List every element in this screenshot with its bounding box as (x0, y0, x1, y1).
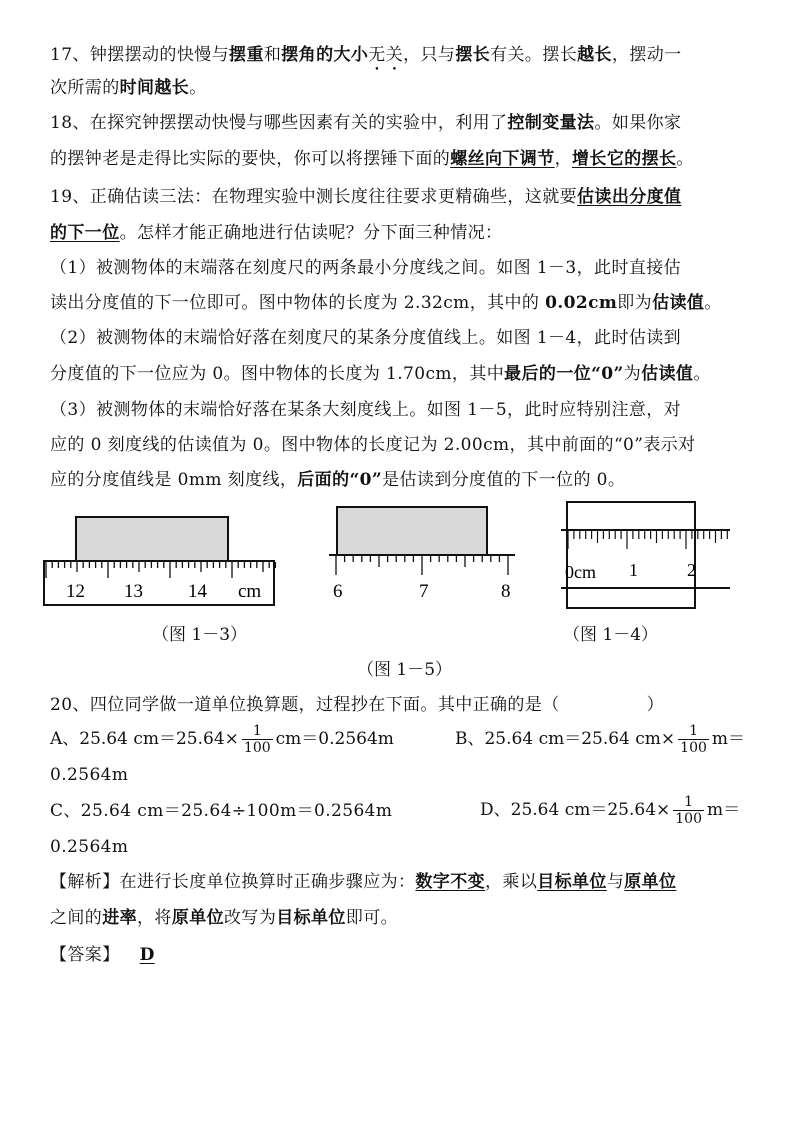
text: D、25.64 cm＝25.64× (480, 800, 671, 820)
bold-underlined-term: 增长它的摆长 (572, 149, 677, 169)
text: 和 (263, 45, 282, 65)
text: cm＝0.2564m (275, 729, 394, 749)
text: （2）被测物体的末端恰好落在刻度尺的某条分度值线上。如图 1－4，此时估读到 (50, 328, 682, 348)
text: 【解析】在进行长度单位换算时正确步骤应为： (50, 872, 416, 892)
text: ，摆动一 (611, 45, 682, 65)
bold-term: 估读值 (652, 293, 705, 313)
para-19-line1 (50, 182, 765, 212)
fraction (673, 794, 704, 827)
answer-line (50, 940, 765, 970)
case-2-line2 (50, 359, 765, 389)
bold-term: 目标单位 (276, 908, 346, 928)
analysis-line2 (50, 903, 765, 933)
text: 。 (693, 364, 711, 384)
figure-caption: （图 1－3） (152, 625, 248, 645)
bold-term: 摆角 (281, 45, 317, 65)
bold-term: 原单位 (171, 908, 225, 928)
case-3-line1 (50, 395, 765, 425)
text: A、25.64 cm＝25.64× (50, 729, 239, 749)
text: 17、钟摆摆动的快慢与 (50, 45, 230, 65)
ruler-figure-1-5 (325, 505, 520, 605)
fraction (242, 723, 273, 756)
text: 读出分度值的下一位即可。图中物体的长度为 2.32cm，其中的 (50, 293, 546, 313)
text: 改写为 (224, 908, 277, 928)
text: （1）被测物体的末端落在刻度尺的两条最小分度线之间。如图 1－3，此时直接估 (50, 258, 682, 278)
para-17-line1 (50, 40, 765, 70)
option-b (455, 716, 745, 762)
measured-object (337, 507, 487, 555)
numerator: 1 (673, 794, 704, 811)
text: 应的 0 刻度线的估读值为 0。图中物体的长度记为 2.00cm，其中前面的“0”表示对 (50, 435, 696, 455)
measured-object (567, 502, 695, 608)
text: 。 (676, 149, 694, 169)
text: m＝ (707, 800, 741, 820)
bold-term: 进率 (102, 908, 138, 928)
denominator: 100 (680, 740, 707, 756)
text: 即可。 (345, 908, 399, 928)
bold-term: 摆重 (229, 45, 264, 65)
bold-underlined-term: 螺丝向下调节 (450, 149, 555, 169)
answer-value: D (139, 945, 155, 965)
text: 应的分度值线是 0mm 刻度线， (50, 470, 298, 490)
bold-term: 最后的一位“0” (504, 364, 624, 384)
bold-term: 0.02cm (545, 293, 618, 313)
case-3-line2 (50, 430, 765, 460)
text: （3）被测物体的末端恰好落在某条大刻度线上。如图 1－5，此时应特别注意，对 (50, 400, 682, 420)
text: m＝ (711, 729, 746, 749)
denominator: 100 (243, 740, 271, 756)
text: 分度值的下一位应为 0。图中物体的长度为 1.70cm，其中 (50, 364, 505, 384)
option-b-continued (50, 760, 765, 790)
bold-underlined-term: 原单位 (624, 872, 677, 892)
para-19-line2 (50, 218, 765, 248)
measured-object (76, 517, 228, 561)
text: 19、正确估读三法：在物理实验中测长度往往要求更精确些，这就要 (50, 187, 578, 207)
tick-label: 2 (687, 560, 696, 580)
bold-term: 后面的“0” (297, 470, 383, 490)
answer-label: 【答案】 (50, 945, 120, 965)
option-a (50, 716, 394, 762)
numerator: 1 (242, 723, 273, 740)
tick-label: 8 (501, 581, 511, 602)
case-3-line3 (50, 465, 765, 495)
text: 的摆钟老是走得比实际的要快，你可以将摆锤下面的 (50, 149, 451, 169)
bold-term: 估读值 (641, 364, 694, 384)
case-1-line1 (50, 253, 765, 283)
text: 次所需的 (50, 78, 120, 98)
analysis-line1 (50, 867, 765, 897)
unit-label: cm (238, 581, 262, 602)
fraction (678, 723, 709, 756)
case-2-line1 (50, 323, 765, 353)
text: 。 (189, 78, 207, 98)
text: 即为 (617, 293, 653, 313)
tick-label: 13 (124, 581, 143, 602)
bold-underlined-term: 目标单位 (537, 872, 607, 892)
denominator: 100 (675, 811, 702, 827)
bold-term: 的 (316, 45, 334, 65)
case-1-line2 (50, 288, 765, 318)
bold-term: 越长 (577, 45, 612, 65)
text: B、25.64 cm＝25.64 cm× (455, 729, 676, 749)
numerator: 1 (678, 723, 709, 740)
bold-term: 控制变量法 (507, 113, 595, 133)
option-d-continued (50, 832, 765, 862)
option-d (480, 787, 740, 833)
tick-label: 0cm (565, 562, 596, 582)
tick-label: 12 (66, 581, 85, 602)
para-18-line1 (50, 108, 765, 138)
text: 。如果你家 (594, 113, 682, 133)
bold-underlined-term: 的下一位 (50, 223, 120, 243)
para-17-line2 (50, 73, 765, 103)
tick-label: 14 (188, 581, 207, 602)
text: ， (554, 149, 573, 169)
text: C、25.64 cm＝25.64÷100m＝0.2564m (50, 801, 393, 821)
bold-underlined-term: 数字不变 (415, 872, 486, 892)
text: 之间的 (50, 908, 103, 928)
dotted-term: 无关 (368, 45, 404, 65)
text: 20、四位同学做一道单位换算题，过程抄在下面。其中正确的是（ ） (50, 695, 665, 715)
text: 与 (606, 872, 625, 892)
text: 为 (623, 364, 642, 384)
figure-caption: （图 1－5） (357, 660, 453, 680)
bold-term: 时间越长 (119, 78, 190, 98)
ruler-figure-1-3 (40, 515, 280, 610)
text: 。怎样才能正确地进行估读呢？分下面三种情况： (119, 223, 503, 243)
text: 。 (704, 293, 722, 313)
text: ，乘以 (485, 872, 538, 892)
text: 有关。摆长 (490, 45, 578, 65)
tick-label: 6 (333, 581, 343, 602)
tick-label: 7 (419, 581, 429, 602)
text: 是估读到分度值的下一位的 0。 (382, 470, 626, 490)
bold-term: 大小 (333, 45, 369, 65)
text: 0.2564m (50, 765, 129, 785)
text: 0.2564m (50, 837, 129, 857)
bold-term: 摆长 (455, 45, 491, 65)
figure-caption: （图 1－4） (563, 625, 659, 645)
text: 18、在探究钟摆摆动快慢与哪些因素有关的实验中，利用了 (50, 113, 508, 133)
tick-label: 1 (629, 560, 638, 580)
ruler-figure-1-4 (555, 500, 735, 612)
text: ，将 (137, 908, 172, 928)
para-18-line2 (50, 144, 765, 174)
bold-underlined-term: 估读出分度值 (577, 187, 682, 207)
text: ，只与 (403, 45, 456, 65)
